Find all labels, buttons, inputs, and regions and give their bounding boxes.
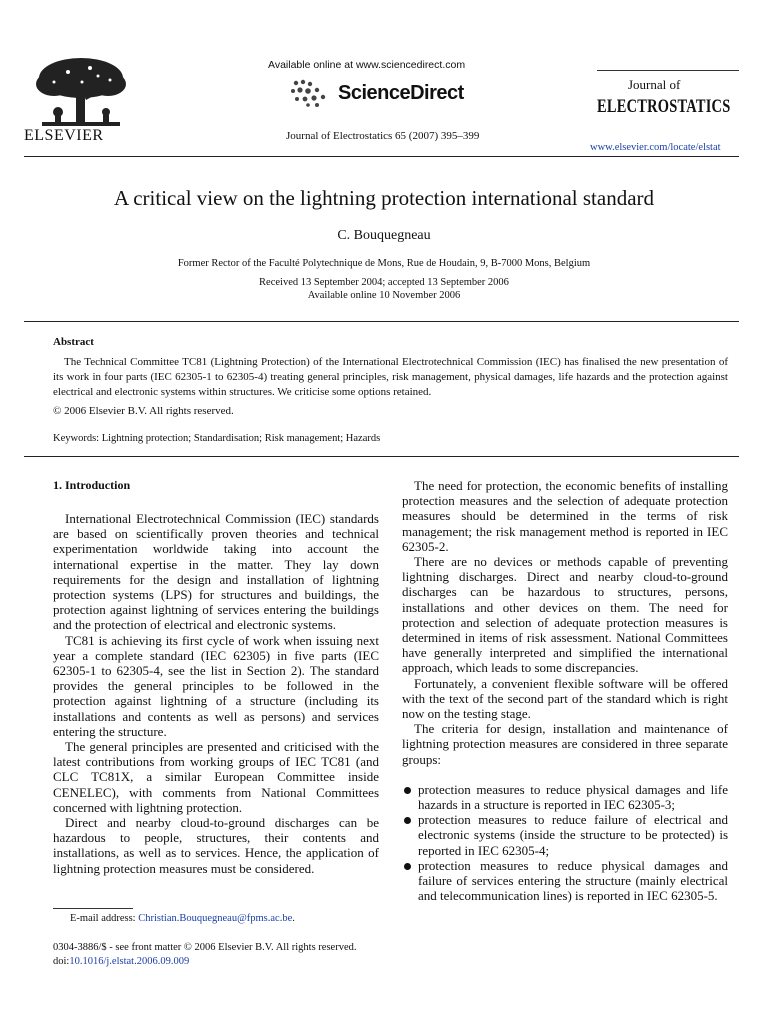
email-link[interactable]: Christian.Bouquegneau@fpms.ac.be bbox=[138, 913, 293, 924]
issn-line: 0304-3886/$ - see front matter © 2006 Elsevier B.V. All rights reserved. bbox=[53, 942, 357, 953]
article-title: A critical view on the lightning protection international standard bbox=[113, 186, 655, 210]
list-item: protection measures to reduce physical damages and life hazards in a structure is reported in IEC 62305-3; bbox=[402, 782, 728, 812]
paragraph: The criteria for design, installation and maintenance of lightning protection measures are considered in three separate groups: bbox=[402, 721, 728, 767]
left-column bbox=[53, 478, 379, 876]
list-item: protection measures to reduce physical damages and failure of services entering the structure (mainly electrical and telecommunication lines) is reported in IEC 62305-5. bbox=[402, 858, 728, 904]
email-label: E-mail address: bbox=[70, 913, 136, 924]
footnote-divider bbox=[53, 908, 133, 909]
paragraph: The need for protection, the economic benefits of installing protection measures and the selection of adequate protection measures should be determined in the terms of risk management; the risk management method is reported in IEC 62305-2. bbox=[402, 478, 728, 554]
journal-of-label: Journal of bbox=[628, 77, 681, 92]
received-dates: Received 13 September 2004; accepted 13 September 2006 bbox=[259, 277, 509, 288]
abstract-body: The Technical Committee TC81 (Lightning Protection) of the International Electrotechnical Commission (IEC) has finalised the new presentation of its work in four parts (IEC 62305-1 to 62305-4) treating general principles, risk management, physical damages, life hazards and the protection against electrical and electronic systems within structures. We criticise some options retained. bbox=[53, 356, 728, 399]
journal-citation: Journal of Electrostatics 65 (2007) 395–399 bbox=[286, 130, 480, 142]
abstract-copyright: © 2006 Elsevier B.V. All rights reserved. bbox=[53, 405, 234, 417]
sciencedirect-brand: ScienceDirect bbox=[338, 82, 464, 104]
footnote-email: E-mail address: Christian.Bouquegneau@fpms.ac.be. bbox=[70, 913, 295, 924]
abstract-bottom-divider bbox=[24, 456, 739, 457]
journal-url-link[interactable]: www.elsevier.com/locate/elstat bbox=[590, 142, 721, 153]
keywords: Keywords: Lightning protection; Standardisation; Risk management; Hazards bbox=[53, 433, 381, 444]
paragraph: Direct and nearby cloud-to-ground discharges can be hazardous to people, structures, their contents and installations, as well as to services. Hence, the application of lightning protection measures must be considered. bbox=[53, 815, 379, 876]
paragraph: The general principles are presented and criticised with the latest contributions from working groups of IEC TC81 (and CLC TC81X, a similar European Committee inside CENELEC), with comments from National Committees concerned with lightning protection. bbox=[53, 739, 379, 815]
article-author: C. Bouquegneau bbox=[337, 228, 431, 243]
elsevier-tree-logo bbox=[24, 54, 138, 138]
bullet-list bbox=[402, 782, 728, 904]
header-divider bbox=[24, 156, 739, 157]
available-online-date: Available online 10 November 2006 bbox=[307, 290, 461, 301]
paragraph: International Electrotechnical Commission (IEC) standards are based on scientifically proven theories and technical experimentation worldwide taking into account the international expertise in the matter. They lay down requirements for the design and installation of lightning protection systems (LPS) for structures and buildings, the protection against lightning of services entering the buildings and the protection of electrical and electronic systems. bbox=[53, 511, 379, 633]
abstract-heading: Abstract bbox=[53, 336, 94, 348]
bullet-icon bbox=[404, 787, 411, 794]
doi-link[interactable]: 10.1016/j.elstat.2006.09.009 bbox=[69, 956, 190, 967]
abstract-top-divider bbox=[24, 321, 739, 322]
publisher-name: ELSEVIER bbox=[24, 127, 104, 144]
doi-label: doi: bbox=[53, 956, 70, 967]
available-online-banner: Available online at www.sciencedirect.com bbox=[268, 59, 466, 71]
bullet-icon bbox=[404, 817, 411, 824]
journal-name: ELECTROSTATICS bbox=[597, 96, 731, 117]
sciencedirect-logo-icon bbox=[290, 78, 332, 108]
author-affiliation: Former Rector of the Faculté Polytechnique de Mons, Rue de Houdain, 9, B-7000 Mons, Belgium bbox=[177, 258, 591, 269]
list-item: protection measures to reduce failure of electrical and electronic systems (inside the structure to be protected) is reported in IEC 62305-4; bbox=[402, 812, 728, 858]
bullet-icon bbox=[404, 863, 411, 870]
section-heading-introduction: 1. Introduction bbox=[53, 478, 131, 492]
paragraph: There are no devices or methods capable of preventing lightning discharges. Direct and nearby cloud-to-ground discharges can be hazardous to structures, persons, installations and other devices on them. The need for protection and selection of adequate protection measures is determined in items of risk assessment. National Committees have generally interpreted and simplified the international approach, which leads to some discrepancies. bbox=[402, 554, 728, 676]
right-column bbox=[402, 478, 728, 903]
journal-rule bbox=[597, 70, 739, 71]
doi-line bbox=[53, 956, 189, 967]
paragraph: TC81 is achieving its first cycle of work when issuing next year a complete standard (IEC 62305) in five parts (IEC 62305-1 to 62305-4, see the list in Section 2). The standard provides the general principles to be followed in the protection against lightning of a structure (including its installations and contents as well as persons) and services entering the structure. bbox=[53, 632, 379, 739]
paragraph: Fortunately, a convenient flexible software will be offered with the text of the second part of the standard which is right now on the testing stage. bbox=[402, 675, 728, 722]
